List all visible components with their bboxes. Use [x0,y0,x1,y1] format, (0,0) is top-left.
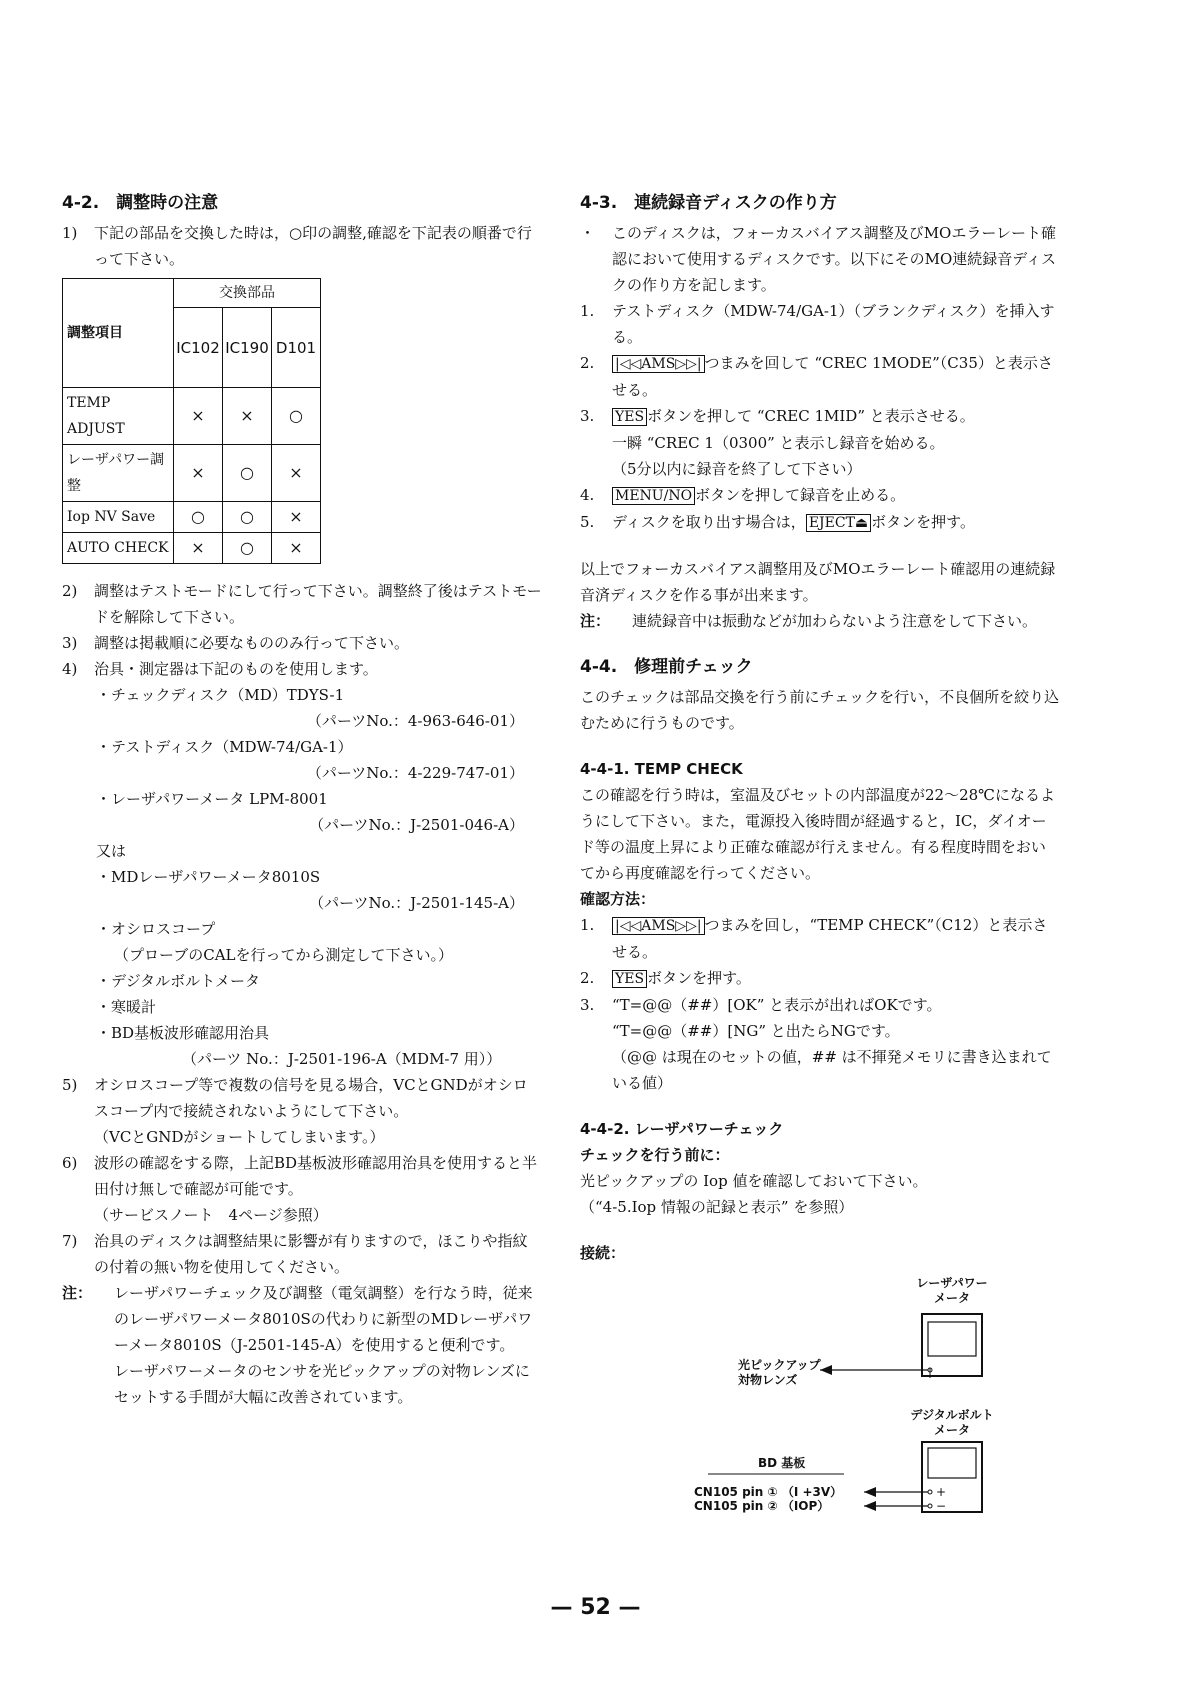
connection-label: 接続： [580,1244,626,1262]
section-4-3-note: 注： 連続録音中は振動などが加わらないよう注意をして下さい。 [580,612,1038,630]
section-4-4-2-title: 4-4-2. レーザパワーチェック [580,1120,784,1138]
table-header-part: IC190 [223,308,272,388]
table-header-item: 調整項目 [63,279,174,388]
pin1-label: CN105 pin ① （I +3V） [694,1485,843,1499]
page-number: — 52 — [550,1595,641,1620]
list-item: 4. MENU/NO ボタンを押して録音を止める。 [580,486,906,504]
check-method-label: 確認方法： [580,890,656,908]
bd-board-label: BD 基板 [758,1456,806,1470]
paragraph-1: 1) 下記の部品を交換した時は，○印の調整,確認を下記表の順番で行って下さい。 [62,224,532,268]
table-row: AUTO CHECK × ○ × [63,533,321,564]
list-item: 3. YES ボタンを押して “CREC 1MID” と表示させる。 一瞬 “CREC 1（0300” と表示し録音を始める。 （5分以内に録音を終了して下さい） [580,407,975,478]
list-item: 1. |◁◁AMS▷▷| つまみを回し，“TEMP CHECK”（C12）と表示させる。 [580,916,1048,961]
section-4-4-text: このチェックは部品交換を行う前にチェックを行い，不良個所を絞り込むために行うものです。 [580,688,1060,732]
paragraph-2: 2) 調整はテストモードにして行って下さい。調整終了後はテストモードを解除して下さい。 [62,582,542,626]
laser-power-meter-label: レーザパワー メータ [916,1276,988,1305]
table-header-part: IC102 [174,308,223,388]
tool-list: ・チェックディスク（MD）TDYS-1 （パーツNo.：4-963-646-01） ・テストディスク（MDW-74/GA-1） （パーツNo.：4-229-747-01） ・レーザパワーメータ LPM-8001 （パーツNo.：J-2501-046-A） 又は ・MDレーザパワーメータ8010S （パーツNo.：J-2501-145-A） ・オシロスコープ （プローブのCALを行ってから測定して下さい。） ・デジタルボルトメータ ・寒暖計 ・BD基板波形確認用治具 （パーツ No.：J-2501-196-A（MDM-7 用）） [96,686,524,1068]
eject-key: EJECT⏏ [806,514,871,532]
list-item: 5. ディスクを取り出す場合は， EJECT⏏ ボタンを押す。 [580,513,975,531]
menu-no-key: MENU/NO [612,487,695,505]
table-header-part: D101 [272,308,321,388]
table-row: レーザパワー調整 × ○ × [63,445,321,502]
paragraph-6: 6) 波形の確認をする際，上記BD基板波形確認用治具を使用すると半田付け無しで確認が可能です。 （サービスノート 4ページ参照） [62,1154,538,1224]
table-row: TEMP ADJUST × × ○ [63,388,321,445]
iop-reference: （“4-5.Iop 情報の記録と表示” を参照） [580,1198,854,1216]
list-item: 2. |◁◁AMS▷▷| つまみを回して “CREC 1MODE”（C35）と表示させる。 [580,354,1053,399]
yes-key: YES [612,408,647,426]
paragraph-7: 7) 治具のディスクは調整結果に影響が有りますので，ほこりや指紋の付着の無い物を使用してください。 [62,1232,528,1276]
minus-terminal: − [936,1499,947,1513]
plus-terminal: + [936,1485,947,1499]
paragraph-4: 4) 治具・測定器は下記のものを使用します。 [62,660,378,678]
right-column [580,190,1060,1530]
section-4-3-intro: ・ このディスクは，フォーカスバイアス調整及びMOエラーレート確認において使用するディスクです。以下にそのMO連続録音ディスクの作り方を記します。 [580,224,1057,294]
list-item: 3. “T=@@（##）[OK” と表示が出ればOKです。 “T=@@（##）[NG” と出たらNGです。 （@@ は現在のセットの値，## は不揮発メモリに書き込まれている値） [580,996,1052,1092]
adjustment-table [62,278,321,564]
section-4-4-1-text: この確認を行う時は，室温及びセットの内部温度が22～28℃になるようにして下さい。また，電源投入後時間が経過すると，IC，ダイオード等の温度上昇により正確な確認が行えません。有る程度時間をおいてから再度確認を行ってください。 [580,786,1055,882]
section-4-3-summary: 以上でフォーカスバイアス調整用及びMOエラーレート確認用の連続録音済ディスクを作る事が出来ます。 [580,560,1056,604]
ams-key: |◁◁AMS▷▷| [612,355,705,373]
paragraph-5: 5) オシロスコープ等で複数の信号を見る場合，VCとGNDがオシロスコープ内で接続されないようにして下さい。 （VCとGNDがショートしてしまいます。） [62,1076,528,1146]
list-item: 1. テストディスク（MDW-74/GA-1）（ブランクディスク）を挿入する。 [580,302,1055,346]
paragraph-3: 3) 調整は掲載順に必要なもののみ行って下さい。 [62,634,410,652]
iop-instruction: 光ピックアップの Iop 値を確認しておいて下さい。 [580,1172,928,1190]
connection-diagram [580,1270,1060,1530]
pin2-label: CN105 pin ② （IOP） [694,1499,830,1513]
table-row: Iop NV Save ○ ○ × [63,502,321,533]
table-header-group: 交換部品 [174,279,321,308]
note-block: 注： レーザパワーチェック及び調整（電気調整）を行なう時，従来のレーザパワーメータ8010Sの代わりに新型のMDレーザパワーメータ8010S（J-2501-145-A）を使用すると便利です。 レーザパワーメータのセンサを光ピックアップの対物レンズにセットする手間が大幅に改善されています。 [62,1284,533,1406]
pickup-label: 光ピックアップ 対物レンズ [738,1358,821,1387]
section-4-2-title: 4-2. 調整時の注意 [62,193,219,213]
yes-key: YES [612,970,647,988]
left-column [62,190,542,1410]
ams-key: |◁◁AMS▷▷| [612,917,705,935]
digital-voltmeter-label: デジタルボルト メータ [910,1408,994,1437]
list-item: 2. YES ボタンを押す。 [580,969,751,987]
section-4-4-title: 4-4. 修理前チェック [580,657,753,677]
section-4-4-1-title: 4-4-1. TEMP CHECK [580,760,743,778]
before-check-label: チェックを行う前に： [580,1146,730,1164]
section-4-3-title: 4-3. 連続録音ディスクの作り方 [580,193,837,213]
